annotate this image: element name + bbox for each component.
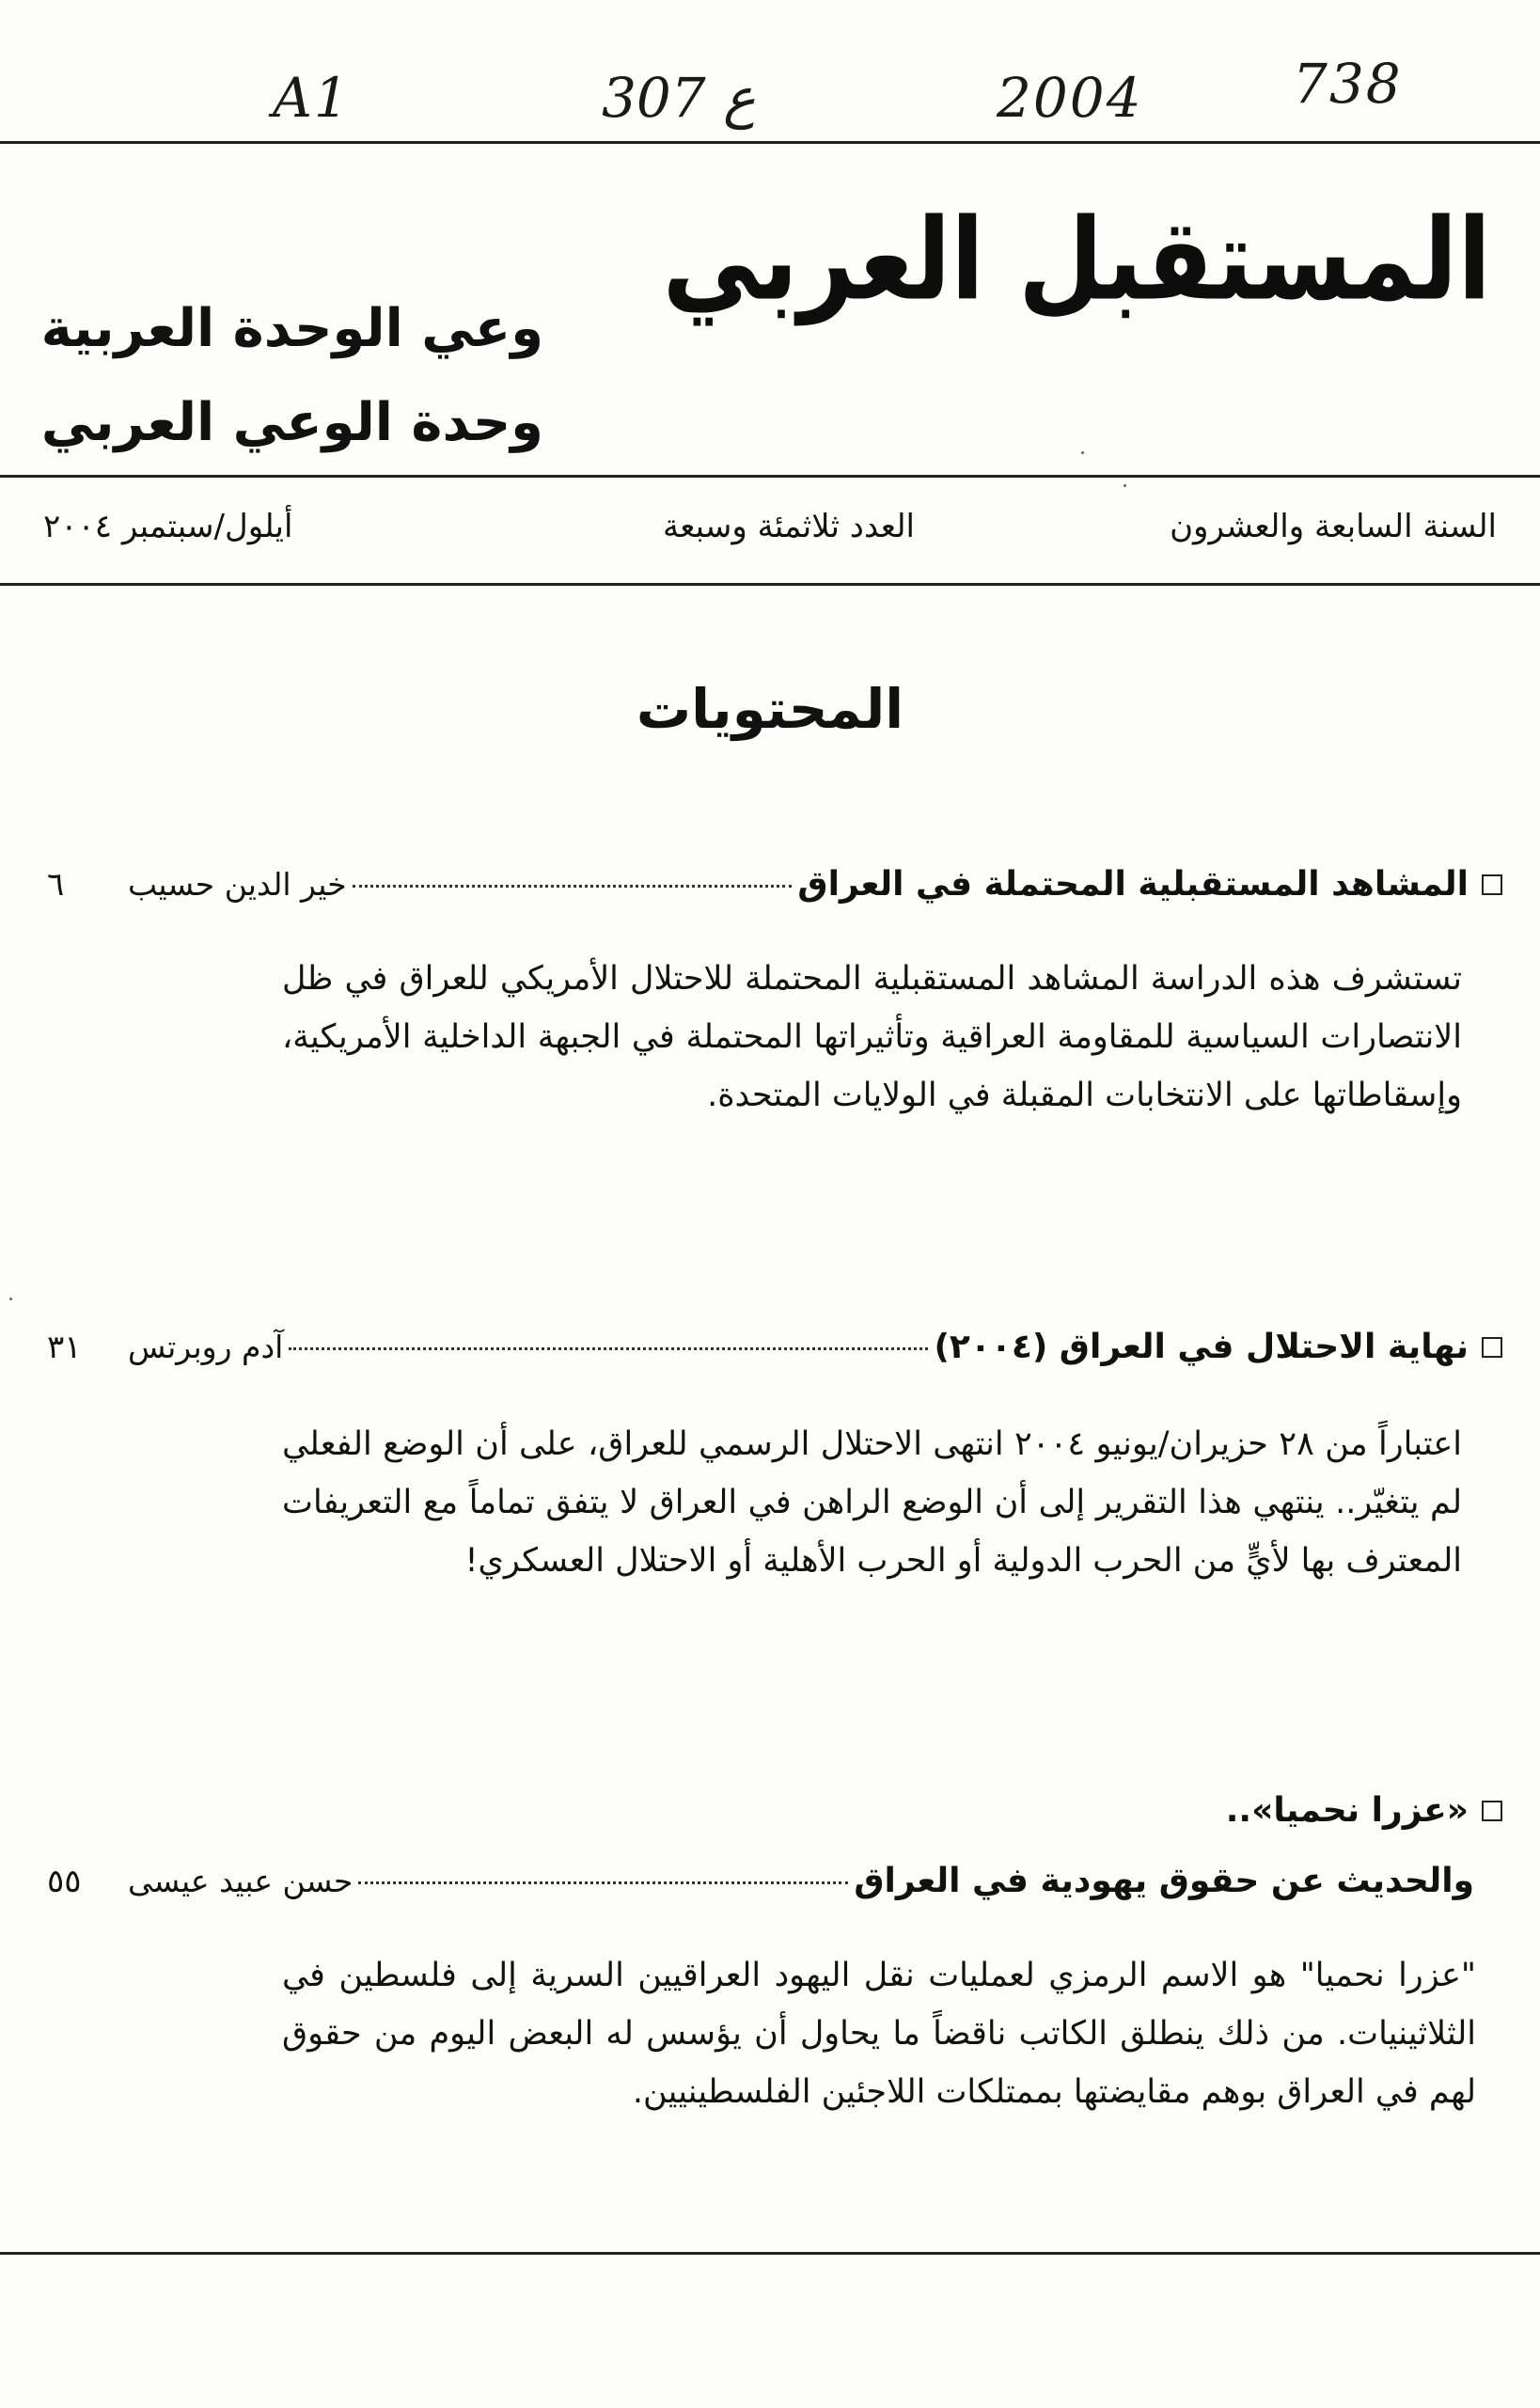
entry-title: والحديث عن حقوق يهودية في العراق: [854, 1862, 1474, 1900]
entry-summary-3: "عزرا نحميا" هو الاسم الرمزي لعمليات نقل اليهود العراقيين السرية إلى فلسطين في الثلاثينيات. من ذلك ينطلق الكاتب ناقضاً ما يحاول أن يؤسس له البعض اليوم من حقوق لهم في العراق بوهم مقايضتها بممتلكات اللاجئين الفلسطينيين.: [282, 1957, 1476, 2111]
toc-entry-1[interactable]: [47, 865, 1502, 904]
checkbox-icon: [1482, 874, 1502, 895]
toc-entry-2[interactable]: [47, 1328, 1502, 1366]
entry-author: خير الدين حسيب: [128, 866, 347, 903]
handwritten-year: 2004: [997, 66, 1143, 130]
entry-title-line1: «عزرا نحميا»..: [1225, 1791, 1469, 1830]
bottom-rule: [0, 2252, 1540, 2255]
top-rule: [0, 141, 1540, 144]
entry-author: آدم روبرتس: [128, 1329, 284, 1365]
entry-page: ٣١: [47, 1329, 82, 1366]
handwritten-number: 738: [1293, 52, 1403, 116]
issue-number: العدد ثلاثمئة وسبعة: [663, 508, 915, 545]
handwritten-code-b: 307 ع: [602, 66, 756, 130]
contents-title: المحتويات: [636, 677, 904, 741]
scan-speck: [9, 1298, 12, 1300]
masthead-logo: المستقبل العربي: [662, 193, 1491, 326]
masthead-rule: [0, 475, 1540, 478]
handwritten-code-a: A1: [273, 66, 351, 130]
toc-entry-3-line1[interactable]: [1226, 1791, 1502, 1830]
issue-rule: [0, 583, 1540, 586]
entry-summary-2: اعتباراً من ٢٨ حزيران/يونيو ٢٠٠٤ انتهى الاحتلال الرسمي للعراق، على أن الوضع الفعلي لم يتغيّر.. ينتهي هذا التقرير إلى أن الوضع الراهن في العراق لا يتفق تماماً مع التعريفات المعترف بها لأيٍّ من الحرب الدولية أو الحرب الأهلية أو الاحتلال العسكري!: [282, 1425, 1462, 1580]
scan-speck: [1124, 484, 1126, 487]
entry-title: المشاهد المستقبلية المحتملة في العراق: [797, 865, 1469, 904]
entry-page: ٦: [47, 866, 65, 904]
leader-dots: [358, 1881, 848, 1884]
issue-date: أيلول/سبتمبر ٢٠٠٤: [43, 508, 293, 545]
slogan-line-2: وحدة الوعي العربي: [40, 392, 543, 453]
leader-dots: [353, 885, 793, 888]
entry-summary-1: تستشرف هذه الدراسة المشاهد المستقبلية المحتملة للاحتلال الأمريكي للعراق في ظل الانتصارات السياسية للمقاومة العراقية وتأثيراتها المحتملة في الجبهة الداخلية الأمريكية، وإسقاطاتها على الانتخابات المقبلة في الولايات المتحدة.: [282, 960, 1462, 1114]
scan-speck: [1081, 451, 1084, 454]
entry-page: ٥٥: [47, 1863, 82, 1900]
leader-dots: [289, 1347, 928, 1350]
entry-author: حسن عبيد عيسى: [128, 1863, 354, 1899]
toc-entry-3[interactable]: [47, 1862, 1474, 1900]
masthead-slogan: [17, 282, 543, 470]
entry-title: نهاية الاحتلال في العراق (٢٠٠٤): [934, 1328, 1469, 1366]
issue-year: السنة السابعة والعشرون: [1170, 508, 1497, 545]
checkbox-icon: [1482, 1801, 1502, 1821]
slogan-line-1: وعي الوحدة العربية: [40, 298, 543, 359]
checkbox-icon: [1482, 1337, 1502, 1358]
